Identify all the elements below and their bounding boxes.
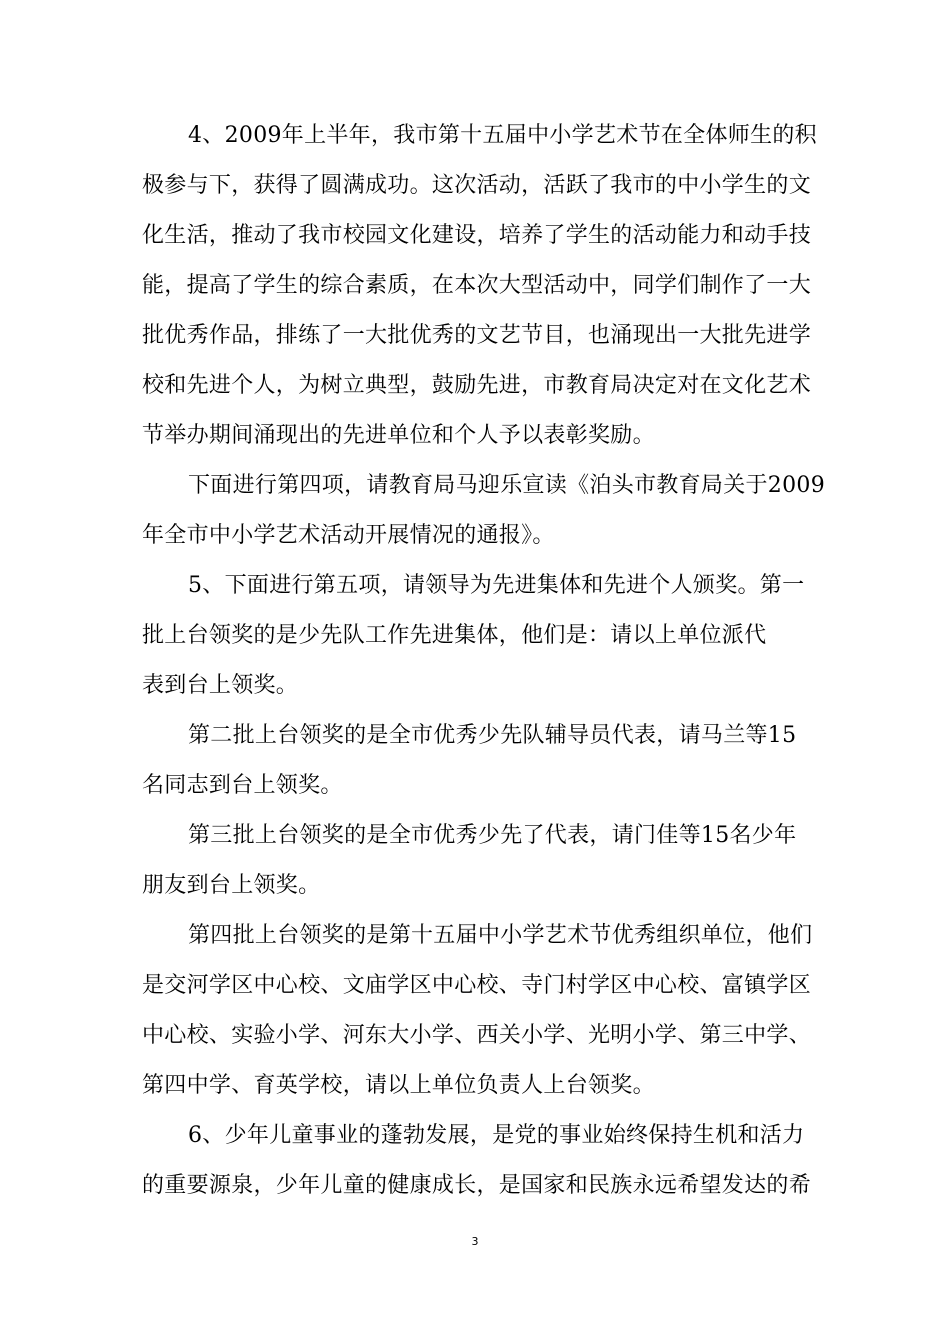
page-number: 3 (471, 1235, 479, 1248)
paragraph-line: 极参与下，获得了圆满成功。这次活动，活跃了我市的中小学生的文 (142, 173, 812, 198)
paragraph-line: 的重要源泉，少年儿童的健康成长，是国家和民族永远希望发达的希 (142, 1173, 812, 1198)
paragraph-line: 能，提高了学生的综合素质，在本次大型活动中，同学们制作了一大 (142, 273, 812, 298)
paragraph-line: 第四批上台领奖的是第十五届中小学艺术节优秀组织单位，他们 (188, 923, 813, 948)
paragraph-line: 朋友到台上领奖。 (142, 873, 321, 898)
paragraph-line: 表到台上领奖。 (142, 673, 299, 698)
paragraph-line: 6、少年儿童事业的蓬勃发展，是党的事业始终保持生机和活力 (188, 1123, 805, 1148)
paragraph-line: 下面进行第四项，请教育局马迎乐宣读《泊头市教育局关于2009 (188, 473, 825, 498)
paragraph-line: 第三批上台领奖的是全市优秀少先了代表，请门佳等15名少年 (188, 823, 797, 848)
paragraph-line: 化生活，推动了我市校园文化建设，培养了学生的活动能力和动手技 (142, 223, 812, 248)
paragraph-line: 校和先进个人，为树立典型，鼓励先进，市教育局决定对在文化艺术 (142, 373, 812, 398)
paragraph-line: 中心校、实验小学、河东大小学、西关小学、光明小学、第三中学、 (142, 1023, 812, 1048)
paragraph-line: 第四中学、育英学校，请以上单位负责人上台领奖。 (142, 1073, 655, 1098)
paragraph-line: 节举办期间涌现出的先进单位和个人予以表彰奖励。 (142, 423, 655, 448)
paragraph-line: 4、2009年上半年，我市第十五届中小学艺术节在全体师生的积 (188, 123, 817, 148)
paragraph-line: 年全市中小学艺术活动开展情况的通报》。 (142, 523, 555, 548)
paragraph-line: 是交河学区中心校、文庙学区中心校、寺门村学区中心校、富镇学区 (142, 973, 812, 998)
paragraph-line: 批优秀作品，排练了一大批优秀的文艺节目，也涌现出一大批先进学 (142, 323, 812, 348)
paragraph-line: 第二批上台领奖的是全市优秀少先队辅导员代表，请马兰等15 (188, 723, 797, 748)
paragraph-line: 批上台领奖的是少先队工作先进集体，他们是：请以上单位派代 (142, 623, 767, 648)
paragraph-line: 名同志到台上领奖。 (142, 773, 343, 798)
paragraph-line: 5、下面进行第五项，请领导为先进集体和先进个人颁奖。第一 (188, 573, 805, 598)
